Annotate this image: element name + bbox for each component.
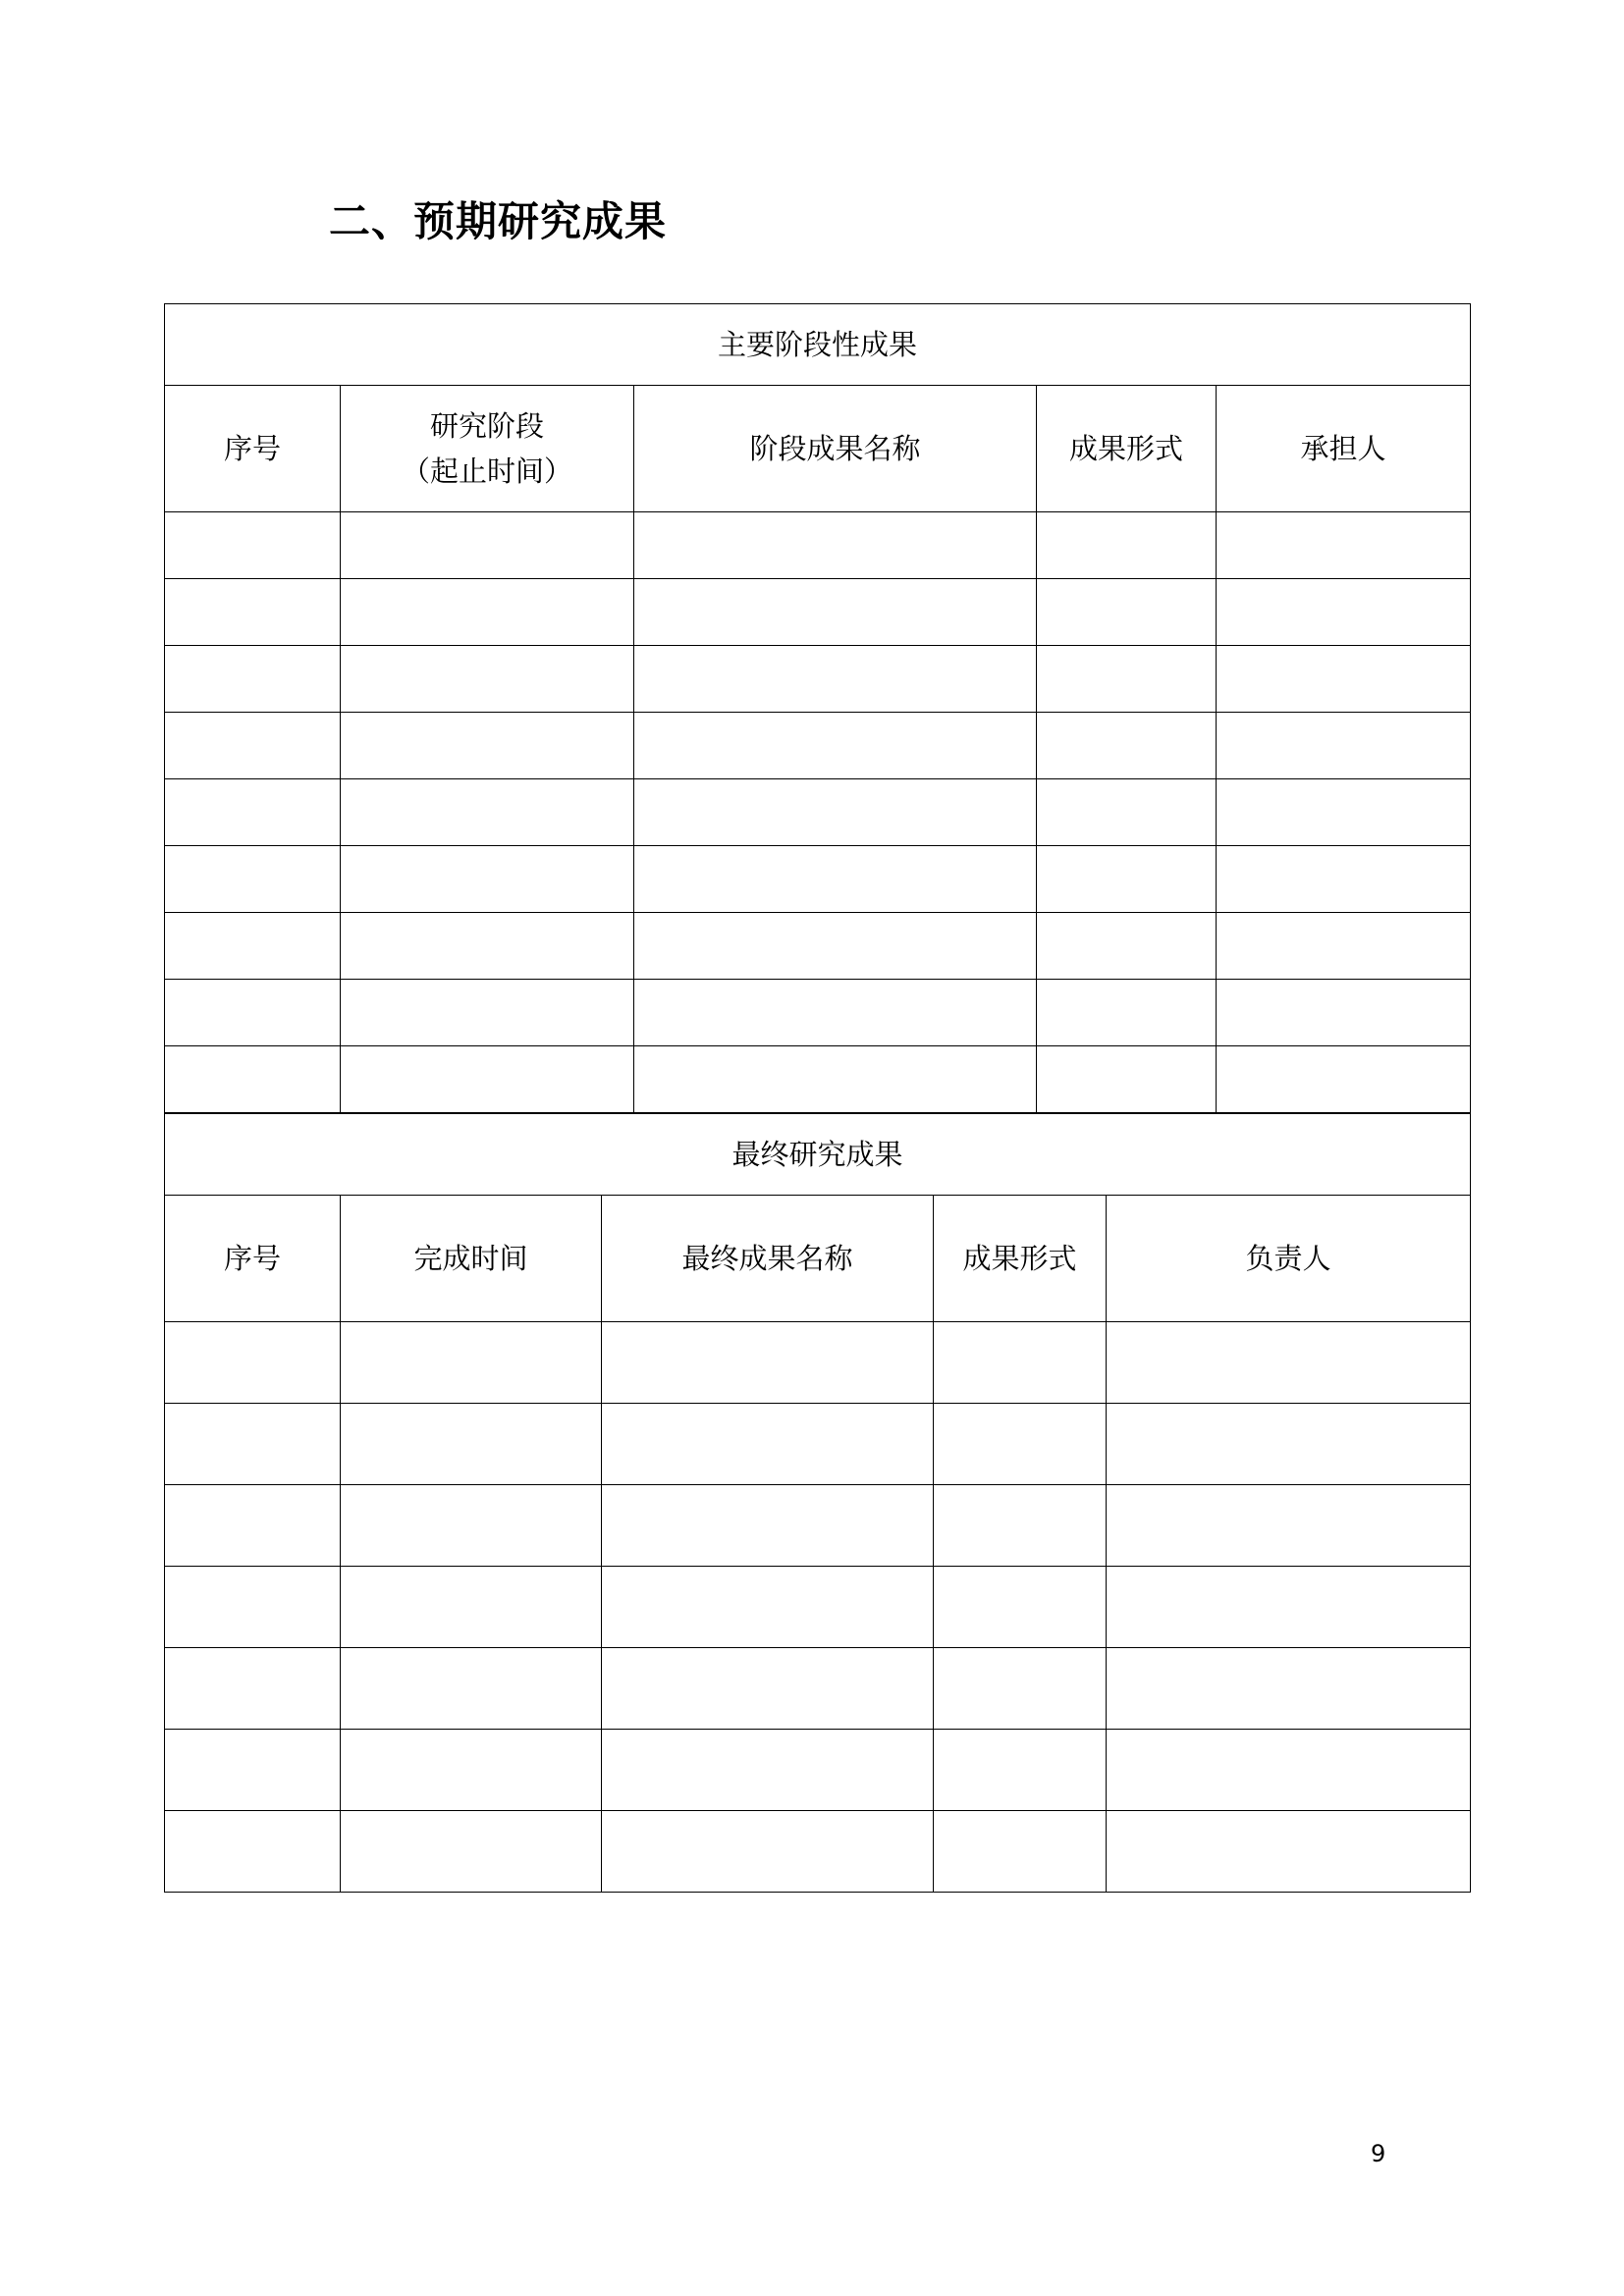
table-cell[interactable] <box>934 1322 1107 1404</box>
table-cell[interactable] <box>1107 1322 1471 1404</box>
table-cell[interactable] <box>341 713 634 779</box>
table-cell[interactable] <box>165 1648 341 1730</box>
table-cell[interactable] <box>634 1046 1037 1113</box>
page-number: 9 <box>1371 2140 1386 2167</box>
table-cell[interactable] <box>341 1648 602 1730</box>
table-cell[interactable] <box>165 1811 341 1893</box>
table-cell[interactable] <box>602 1730 934 1811</box>
table-cell[interactable] <box>634 512 1037 579</box>
table-row <box>165 1046 1471 1113</box>
table-cell[interactable] <box>1037 713 1217 779</box>
table-cell[interactable] <box>1037 1046 1217 1113</box>
table-cell[interactable] <box>165 1485 341 1567</box>
table-row <box>165 913 1471 980</box>
table-cell[interactable] <box>934 1811 1107 1893</box>
table-cell[interactable] <box>634 980 1037 1046</box>
header-phase-label: 研究阶段 <box>429 409 544 443</box>
table-cell[interactable] <box>1037 512 1217 579</box>
table-cell[interactable] <box>165 1322 341 1404</box>
table-row <box>165 1567 1471 1648</box>
table-cell[interactable] <box>1037 646 1217 713</box>
header-form: 成果形式 <box>934 1196 1107 1322</box>
table-cell[interactable] <box>602 1648 934 1730</box>
table-cell[interactable] <box>1217 980 1471 1046</box>
table-row <box>165 1404 1471 1485</box>
table-cell[interactable] <box>1217 779 1471 846</box>
table-cell[interactable] <box>341 1046 634 1113</box>
header-phase <box>341 386 634 512</box>
table-row <box>165 512 1471 579</box>
stage-results-table <box>164 303 1471 1113</box>
table-cell[interactable] <box>341 1811 602 1893</box>
table-cell[interactable] <box>341 1567 602 1648</box>
table-row <box>165 1811 1471 1893</box>
table-cell[interactable] <box>165 512 341 579</box>
table-cell[interactable] <box>341 913 634 980</box>
table-row <box>165 1648 1471 1730</box>
table-cell[interactable] <box>602 1811 934 1893</box>
table-cell[interactable] <box>341 1322 602 1404</box>
table-cell[interactable] <box>165 779 341 846</box>
table-cell[interactable] <box>1107 1811 1471 1893</box>
table-cell[interactable] <box>1217 646 1471 713</box>
table-cell[interactable] <box>1217 1046 1471 1113</box>
table-cell[interactable] <box>934 1567 1107 1648</box>
stage-table-title: 主要阶段性成果 <box>165 304 1471 386</box>
table-cell[interactable] <box>602 1404 934 1485</box>
table-cell[interactable] <box>934 1730 1107 1811</box>
header-stage-name: 阶段成果名称 <box>634 386 1037 512</box>
table-cell[interactable] <box>934 1404 1107 1485</box>
table-cell[interactable] <box>341 980 634 1046</box>
table-cell[interactable] <box>341 846 634 913</box>
table-row <box>165 579 1471 646</box>
table-cell[interactable] <box>1217 913 1471 980</box>
table-row <box>165 646 1471 713</box>
table-cell[interactable] <box>602 1485 934 1567</box>
table-cell[interactable] <box>165 1567 341 1648</box>
table-row <box>165 1485 1471 1567</box>
header-completion-time: 完成时间 <box>341 1196 602 1322</box>
table-cell[interactable] <box>165 846 341 913</box>
table-cell[interactable] <box>165 713 341 779</box>
table-row <box>165 713 1471 779</box>
header-seq: 序号 <box>165 1196 341 1322</box>
table-row <box>165 1322 1471 1404</box>
final-table-body <box>165 1322 1471 1893</box>
table-cell[interactable] <box>165 1404 341 1485</box>
table-row <box>165 846 1471 913</box>
table-cell[interactable] <box>341 512 634 579</box>
table-cell[interactable] <box>1037 980 1217 1046</box>
table-cell[interactable] <box>165 1046 341 1113</box>
table-cell[interactable] <box>341 1485 602 1567</box>
section-title: 二、预期研究成果 <box>329 197 668 245</box>
table-cell[interactable] <box>634 913 1037 980</box>
table-cell[interactable] <box>1217 713 1471 779</box>
table-cell[interactable] <box>1037 846 1217 913</box>
header-phase-sub: （起止时间） <box>401 454 572 488</box>
table-cell[interactable] <box>602 1322 934 1404</box>
table-cell[interactable] <box>165 646 341 713</box>
table-cell[interactable] <box>1107 1730 1471 1811</box>
table-cell[interactable] <box>1217 846 1471 913</box>
stage-table-body <box>165 512 1471 1113</box>
table-cell[interactable] <box>634 713 1037 779</box>
table-row <box>165 1730 1471 1811</box>
table-cell[interactable] <box>1107 1485 1471 1567</box>
final-table-title-row <box>165 1114 1471 1196</box>
table-cell[interactable] <box>1107 1648 1471 1730</box>
table-cell[interactable] <box>1217 512 1471 579</box>
stage-table-header-row <box>165 386 1471 512</box>
table-cell[interactable] <box>341 1730 602 1811</box>
table-cell[interactable] <box>602 1567 934 1648</box>
table-cell[interactable] <box>634 646 1037 713</box>
header-final-name: 最终成果名称 <box>602 1196 934 1322</box>
table-cell[interactable] <box>934 1648 1107 1730</box>
table-cell[interactable] <box>634 779 1037 846</box>
table-cell[interactable] <box>1037 579 1217 646</box>
final-table-header-row <box>165 1196 1471 1322</box>
table-cell[interactable] <box>634 579 1037 646</box>
table-cell[interactable] <box>634 846 1037 913</box>
table-cell[interactable] <box>1037 779 1217 846</box>
final-table-title: 最终研究成果 <box>165 1114 1471 1196</box>
table-cell[interactable] <box>1107 1404 1471 1485</box>
table-cell[interactable] <box>341 779 634 846</box>
table-cell[interactable] <box>1217 579 1471 646</box>
table-cell[interactable] <box>1107 1567 1471 1648</box>
header-owner: 承担人 <box>1217 386 1471 512</box>
header-form: 成果形式 <box>1037 386 1217 512</box>
table-cell[interactable] <box>1037 913 1217 980</box>
stage-table-title-row <box>165 304 1471 386</box>
table-cell[interactable] <box>165 980 341 1046</box>
table-cell[interactable] <box>165 1730 341 1811</box>
table-cell[interactable] <box>341 646 634 713</box>
table-cell[interactable] <box>934 1485 1107 1567</box>
table-cell[interactable] <box>341 1404 602 1485</box>
header-owner: 负责人 <box>1107 1196 1471 1322</box>
table-cell[interactable] <box>165 579 341 646</box>
table-cell[interactable] <box>165 913 341 980</box>
table-row <box>165 980 1471 1046</box>
header-seq: 序号 <box>165 386 341 512</box>
table-cell[interactable] <box>341 579 634 646</box>
final-results-table <box>164 1113 1471 1893</box>
table-row <box>165 779 1471 846</box>
